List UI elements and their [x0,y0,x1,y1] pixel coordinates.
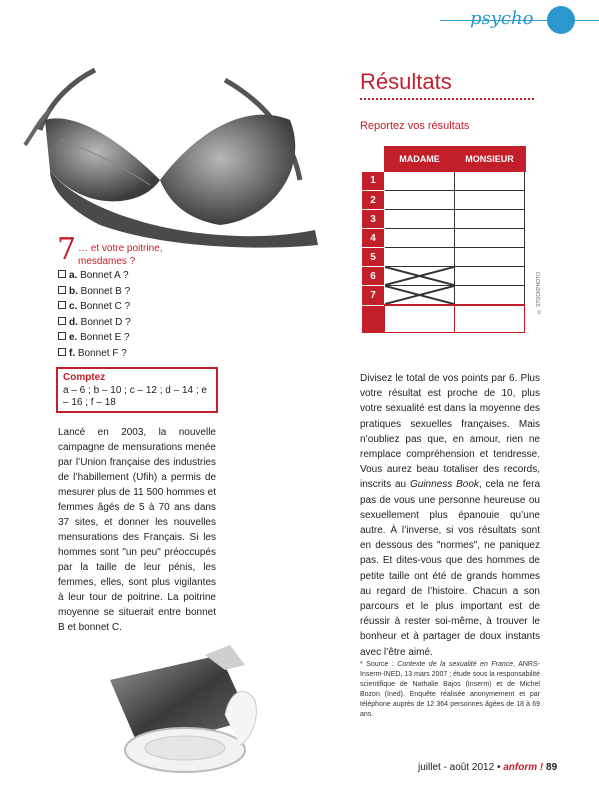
page-footer: juillet - août 2012 • anform ! 89 [418,762,558,773]
results-rule [360,98,536,100]
question-number: 7 [57,232,77,267]
magazine-brand: anform ! [503,762,544,773]
total-cell-monsieur[interactable] [455,305,525,333]
left-article: Lancé en 2003, la nouvelle campagne de mensurations menée par l’Union française des industries de l’habillement (Ufih) a permis de mesurer plus de 11 500 hommes et femmes âgés de 5 à 70 ans dans 37 sites, et donner les nouvelles mensurations des Français. Si les hommes sont "un peu" préoccupés par la taille de leur pénis, les femmes, elles, sont plus vigilantes à leur tour de poitrine. La poitrine moyenne se situerait entre bonnet B et bonnet C. [58,427,216,633]
score-cell-monsieur[interactable] [455,191,525,210]
answer-options [58,268,131,361]
row-number: 3 [362,210,385,229]
row-number: 1 [362,171,385,191]
checkbox[interactable] [58,270,66,278]
table-row [362,191,525,210]
option-b[interactable]: b. Bonnet B ? [58,284,131,300]
checkbox[interactable] [58,348,66,356]
score-cell-madame[interactable] [385,229,455,248]
option-f[interactable]: f. Bonnet F ? [58,346,131,362]
results-table [361,146,526,333]
option-d[interactable]: d. Bonnet D ? [58,315,131,331]
right-article: Divisez le total de vos points par 6. Plus votre résultat est proche de 10, plus votre sexualité est dans la moyenne des pratiques sexuelles françaises. Mais n’oubliez pas que, en amour, rien ne remplace compréhension et tendresse. Vous aurez beau totaliser des records, inscrits au Guinness Book, cela ne fera pas de vous une personne heureuse ou sexuellement plus épanouie qu’une autre. À l’inverse, si vos résultats sont en dessous des "normes", ne paniquez pas. Et dites-vous que des hommes de petite taille ont été de grands hommes au regard de l’histoire. Chacun a son parcours et le plus important est de réussir à rester soi-même, à trouver le bonheur et à partager de doux instants avec l’être aimé. [360,373,540,658]
checkbox[interactable] [58,317,66,325]
score-box-title: Comptez [63,372,106,383]
score-cell-madame[interactable] [385,171,455,191]
page-number: 89 [543,762,558,773]
score-box-text: a – 6 ; b – 10 ; c – 12 ; d – 14 ; e – 16 ; f – 18 [63,384,207,408]
table-row [362,248,525,267]
footnote: * Source : Contexte de la sexualité en France, ANRS-Inserm-INED, 13 mars 2007 ; étude sous la responsabilité scientifique de Nathalie Bajos (Inserm) et de Michel Bozon (Ined). Enquête réalisée anonymement et par téléphone auprès de 12 364 personnes âgées de 18 à 69 ans. [360,661,540,718]
score-cell-monsieur[interactable] [455,286,525,306]
table-row [362,286,525,306]
checkbox[interactable] [58,286,66,294]
row-number: 5 [362,248,385,267]
score-cell-madame[interactable] [385,210,455,229]
photo-credit: © STOCKPHOTO [536,272,542,315]
table-total-row [362,305,525,333]
book-title: Guinness Book [409,479,479,491]
checkbox[interactable] [58,332,66,340]
score-cell-monsieur[interactable] [455,267,525,286]
checkbox[interactable] [58,301,66,309]
column-monsieur: MONSIEUR [455,147,525,171]
row-number: 4 [362,229,385,248]
question-text: … et votre poitrine, mesdames ? [78,243,163,267]
option-a[interactable]: a. Bonnet A ? [58,268,131,284]
results-subtitle: Reportez vos résultats [360,120,470,132]
table-row [362,267,525,286]
section-dot [547,6,575,34]
table-row [362,210,525,229]
cross-mark [385,267,454,285]
score-box [56,367,218,413]
condom-photo [100,640,280,780]
table-row [362,171,525,191]
table-header-row [362,147,525,171]
score-cell-monsieur[interactable] [455,171,525,191]
score-cell-monsieur[interactable] [455,229,525,248]
score-cell-monsieur[interactable] [455,248,525,267]
table-row [362,229,525,248]
crossed-cell [385,267,455,286]
total-cell-madame[interactable] [385,305,455,333]
score-cell-madame[interactable] [385,248,455,267]
results-title: Résultats [360,69,452,94]
section-label: psycho [470,8,534,29]
option-c[interactable]: c. Bonnet C ? [58,299,131,315]
column-madame: MADAME [385,147,455,171]
score-cell-madame[interactable] [385,191,455,210]
bra-photo [20,60,320,250]
row-number: 7 [362,286,385,306]
cross-mark [385,286,454,304]
row-number: 2 [362,191,385,210]
crossed-cell [385,286,455,306]
row-number: 6 [362,267,385,286]
option-e[interactable]: e. Bonnet E ? [58,330,131,346]
score-cell-monsieur[interactable] [455,210,525,229]
